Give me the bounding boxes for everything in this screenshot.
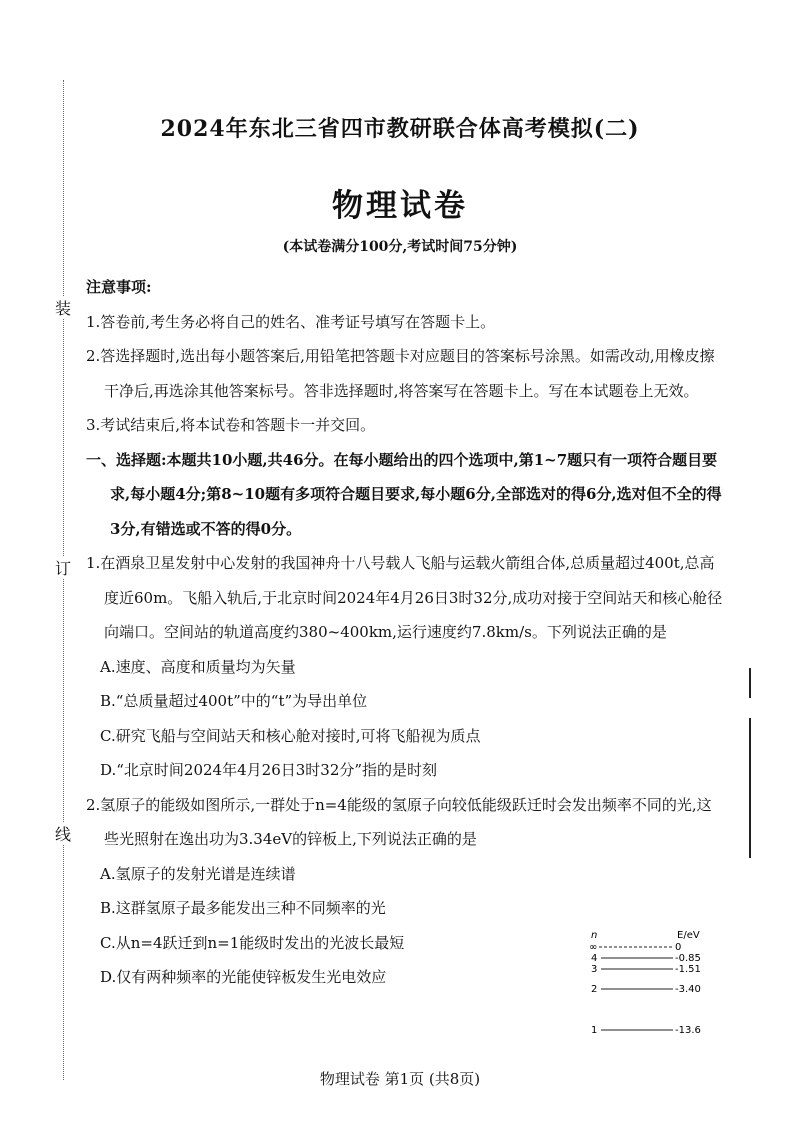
question-1-stem: 1.在酒泉卫星发射中心发射的我国神舟十八号载人飞船与运载火箭组合体,总质量超过400t,总高度近60m。飞船入轨后,于北京时间2024年4月26日3时32分,成功对接于空间站天和核心舱径向端口。空间站的轨道高度约380~400km,运行速度约7.8km/s。下列说法正确的是 <box>86 554 723 641</box>
paper-body <box>86 270 726 995</box>
energy-level-diagram <box>585 926 725 1046</box>
question-1-option-a: A.速度、高度和质量均为矢量 <box>100 657 296 676</box>
margin-mark <box>749 668 751 698</box>
question-1-option-c: C.研究飞船与空间站天和核心舱对接时,可将飞船视为质点 <box>100 726 481 745</box>
subject-title: 物理试卷 <box>332 188 468 224</box>
binding-dotted-line <box>63 80 64 1080</box>
level-e-label: -13.6 <box>675 1025 701 1036</box>
level-e-label: -0.85 <box>675 953 701 964</box>
question-2-option-b: B.这群氢原子最多能发出三种不同频率的光 <box>100 899 386 917</box>
note-item: 2.答选择题时,选出每小题答案后,用铅笔把答题卡对应题目的答案标号涂黑。如需改动,用橡皮擦干净后,再选涂其他答案标号。答非选择题时,将答案写在答题卡上。写在本试题卷上无效。 <box>86 347 715 400</box>
question-2-option-a: A.氢原子的发射光谱是连续谱 <box>100 864 296 883</box>
question-2-option-d: D.仅有两种频率的光能使锌板发生光电效应 <box>100 968 387 986</box>
level-n-label: 3 <box>591 964 598 975</box>
level-n-label: ∞ <box>589 942 598 953</box>
binding-char-xian: 线 <box>52 822 74 845</box>
binding-char-ding: 订 <box>52 556 74 579</box>
note-item: 3.考试结束后,将本试卷和答题卡一并交回。 <box>86 416 376 434</box>
page-footer: 物理试卷 第1页 (共8页) <box>319 1070 481 1088</box>
question-2-stem: 2.氢原子的能级如图所示,一群处于n=4能级的氢原子向较低能级跃迁时会发出频率不同的光,这些光照射在逸出功为3.34eV的锌板上,下列说法正确的是 <box>86 795 712 848</box>
level-n-label: 4 <box>591 953 598 964</box>
binding-char-zhuang: 装 <box>52 296 74 319</box>
level-e-label: -1.51 <box>675 964 701 975</box>
section-heading: 一、选择题:本题共10小题,共46分。在每小题给出的四个选项中,第1~7题只有一项符合题目要求,每小题4分;第8~10题有多项符合题目要求,每小题6分,全部选对的得6分,选对但不全的得3分,有错选或不答的得0分。 <box>86 450 722 538</box>
level-n-label: 2 <box>591 984 598 995</box>
level-e-label: 0 <box>675 942 682 953</box>
question-2-option-c: C.从n=4跃迁到n=1能级时发出的光波长最短 <box>100 933 405 952</box>
level-n-label: 1 <box>591 1025 598 1036</box>
exam-info: (本试卷满分100分,考试时间75分钟) <box>282 239 518 255</box>
note-item: 1.答卷前,考生务必将自己的姓名、准考证号填写在答题卡上。 <box>86 312 496 331</box>
level-e-label: -3.40 <box>675 984 701 995</box>
question-1-option-d: D.“北京时间2024年4月26日3时32分”指的是时刻 <box>100 761 438 779</box>
margin-mark <box>749 718 751 858</box>
notes-title: 注意事项: <box>86 278 152 296</box>
question-1-option-b: B.“总质量超过400t”中的“t”为导出单位 <box>100 692 368 710</box>
exam-title: 2024年东北三省四市教研联合体高考模拟(二) <box>160 116 640 142</box>
axis-e-label: E/eV <box>677 930 700 941</box>
axis-n-label: n <box>591 930 598 941</box>
